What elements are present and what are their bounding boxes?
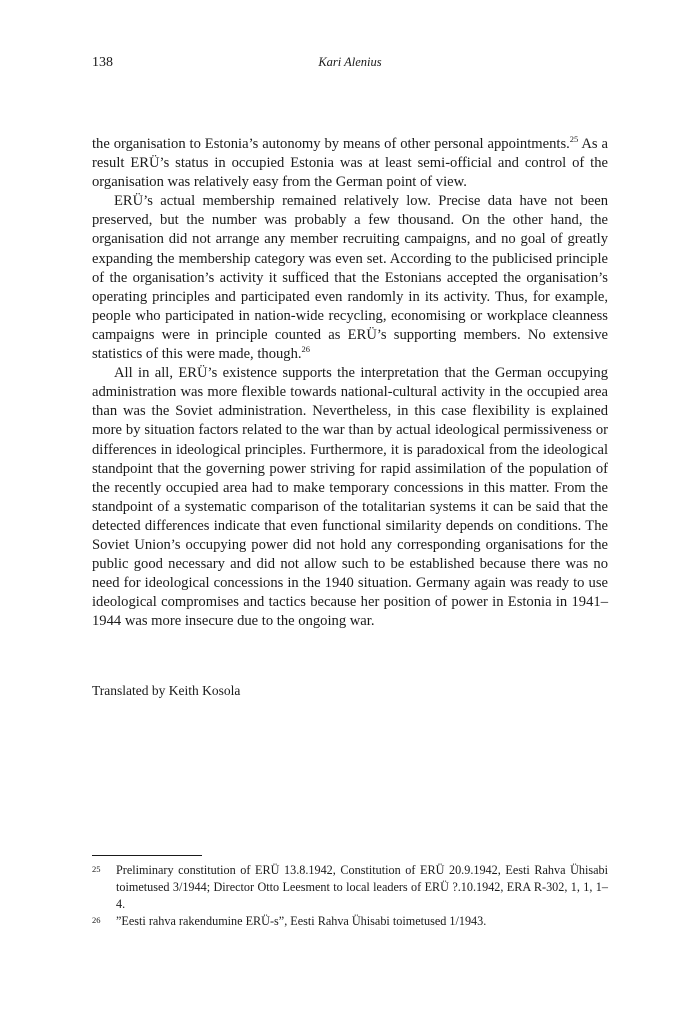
paragraph-text: As a result ERÜ’s status in occupied Estonia was at least semi-official and control of the organisation was relatively easy from the German point of view. (92, 136, 608, 191)
footnote-ref-25[interactable]: 25 (569, 134, 579, 144)
page-number: 138 (92, 55, 113, 70)
footnote-26 (92, 913, 608, 930)
translator-credit: Translated by Keith Kosola (92, 683, 241, 698)
paragraph-1 (92, 135, 608, 192)
paragraph-text: the organisation to Estonia’s autonomy by means of other personal appointments. (92, 136, 570, 152)
footnote-text: ”Eesti rahva rakendumine ERÜ-s”, Eesti Rahva Ühisabi toimetused 1/1943. (116, 914, 487, 928)
footnote-number: 25 (92, 864, 101, 874)
footnote-ref-26[interactable]: 26 (301, 344, 311, 355)
paragraph-text: All in all, ERÜ’s existence supports the interpretation that the German occupying administration was more flexible towards national-cultural activity in the occupied area than was the Soviet administration. Nevertheless, in this case flexibility is explained more by situation factors related to the war than by actual ideological permissiveness or differences in ideological principles. Furthermore, it is paradoxical from the ideological standpoint that the governing power striving for rapid assimilation of the population of the recently occupied area had to make temporary concessions in this matter. From the standpoint of a systematic comparison of the totalitarian systems it can be said that the detected differences indicate that even functional similarity depends on conditions. The Soviet Union’s occupying power did not hold any corresponding organisations for the public good necessary and did not allow such to be established because there was no need for ideological concessions in the 1940 situation. Germany again was ready to use ideological compromises and tactics because her position of power in Estonia in 1941–1944 was more insecure due to the ongoing war. (92, 365, 608, 630)
footnotes (92, 862, 608, 930)
footnote-25 (92, 862, 608, 913)
running-head-author: Kari Alenius (318, 55, 382, 69)
page-header (92, 55, 608, 75)
body-text (92, 135, 608, 631)
footnote-number: 26 (92, 915, 101, 925)
footnote-separator (92, 855, 202, 856)
footnote-text: Preliminary constitution of ERÜ 13.8.1942, Constitution of ERÜ 20.9.1942, Eesti Rahva Ühisabi toimetused 3/1944; Director Otto Leesment to local leaders of ERÜ ?.10.1942, ERA R-302, 1, 1, 1–4. (116, 863, 608, 911)
paragraph-3 (92, 364, 608, 631)
paragraph-text: ERÜ’s actual membership remained relatively low. Precise data have not been preserved, but the number was probably a few thousand. On the other hand, the organisation did not arrange any member recruiting campaigns, and no goal of greatly expanding the membership category was even set. According to the publicised principle of the organisation’s activity it sufficed that the Estonians accepted the organisation’s operating principles and participated even randomly in its activity. Thus, for example, people who participated in nation-wide recycling, economising or workplace cleanness campaigns were in principle counted as ERÜ’s supporting members. No extensive statistics of this were made, though. (92, 193, 608, 363)
paragraph-2 (92, 192, 608, 364)
